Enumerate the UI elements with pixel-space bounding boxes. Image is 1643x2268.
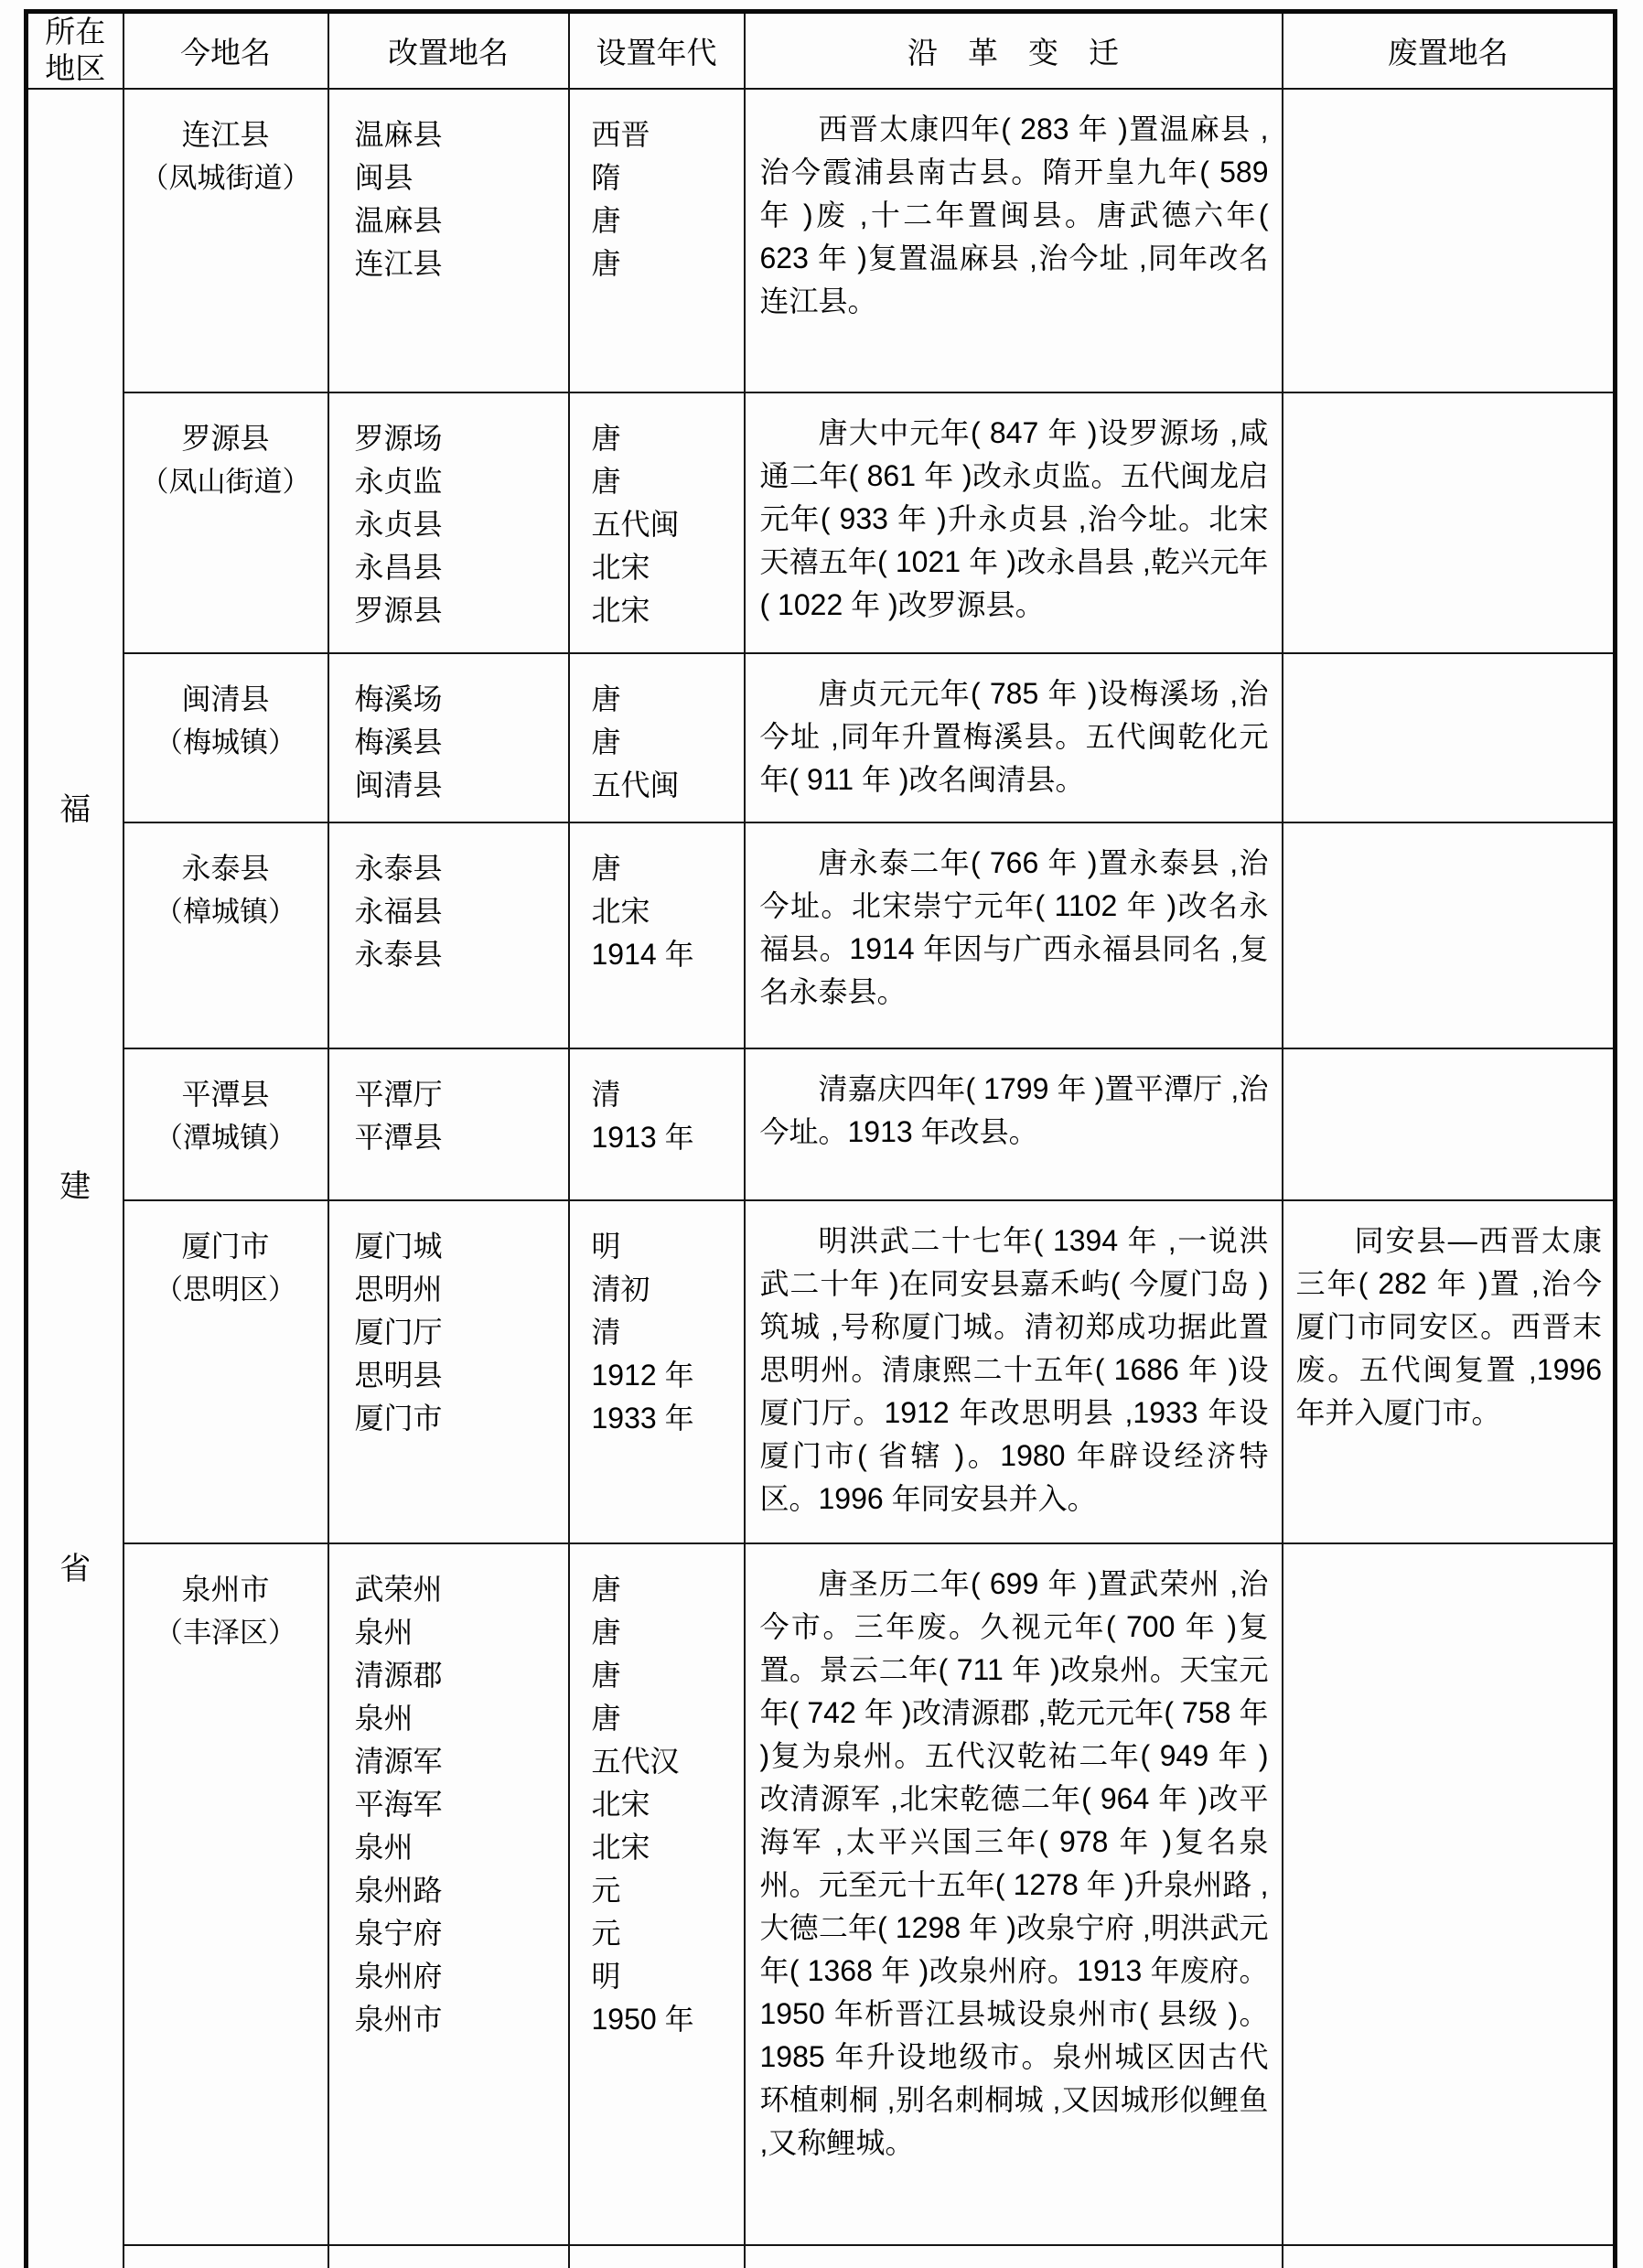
changed-name-item: 泉州府 — [354, 1959, 443, 1993]
gazetteer-table — [24, 9, 1617, 2268]
header-era: 设置年代 — [569, 12, 745, 89]
header-row — [27, 12, 1616, 89]
era-item: 唐 — [591, 1701, 621, 1735]
header-region-label: 所在地区 — [45, 15, 106, 86]
current-name-subdivision: （丰泽区） — [155, 1616, 296, 1649]
changed-name-item: 罗源场 — [354, 421, 443, 455]
current-name: 连江县 — [181, 117, 270, 151]
changed-name-item: 厦门市 — [354, 1401, 443, 1435]
province-char: 福 — [59, 791, 91, 827]
era-item: 五代闽 — [591, 768, 680, 801]
history-text: 唐贞元元年( 785 年 )设梅溪场 ,治今址 ,同年升置梅溪县。五代闽乾化元年( 911 年 )改名闽清县。 — [759, 676, 1269, 796]
history-cell — [745, 89, 1283, 392]
era-item: 隋 — [591, 160, 621, 194]
changed-name-item: 梅溪场 — [354, 682, 443, 715]
history-text: 西晋太康四年( 283 年 )置温麻县 ,治今霞浦县南古县。隋开皇九年( 589 年 )废 ,十二年置闽县。唐武德六年( 623 年 )复置温麻县 ,治今址 ,同年改名连江县。 — [759, 112, 1269, 317]
changed-name-item: 罗源县 — [354, 593, 443, 627]
history-cell — [745, 653, 1283, 822]
empty-cell — [1283, 2245, 1616, 2268]
era-item: 1913 年 — [591, 1120, 694, 1154]
table-row — [27, 1200, 1616, 1543]
current-name-subdivision: （凤山街道） — [140, 465, 311, 498]
eras-cell — [569, 89, 745, 392]
changed-name-item: 闽清县 — [354, 768, 443, 801]
era-item: 清 — [591, 1077, 621, 1111]
era-item: 唐 — [591, 203, 621, 237]
table-row — [27, 89, 1616, 392]
changed-name-item: 泉州市 — [354, 2002, 443, 2036]
changed-name-item: 泉州 — [354, 1830, 413, 1864]
header-history: 沿 革 变 迁 — [745, 12, 1283, 89]
eras-cell — [569, 653, 745, 822]
changed-name-item: 清源军 — [354, 1744, 443, 1778]
era-item: 唐 — [591, 1615, 621, 1649]
eras-cell — [569, 1543, 745, 2245]
eras-cell — [569, 822, 745, 1048]
era-item: 清初 — [591, 1272, 650, 1306]
abolished-cell — [1283, 89, 1616, 392]
era-item: 明 — [591, 1229, 621, 1263]
era-item: 唐 — [591, 1572, 621, 1606]
era-item: 唐 — [591, 725, 621, 758]
era-item: 北宋 — [591, 1830, 650, 1864]
table-row — [27, 822, 1616, 1048]
changed-name-item: 梅溪县 — [354, 725, 443, 758]
current-name-subdivision: （潭城镇） — [155, 1121, 296, 1154]
changed-names-cell — [328, 653, 569, 822]
era-item: 唐 — [591, 421, 621, 455]
history-text: 明洪武二十七年( 1394 年 ,一说洪武二十年 )在同安县嘉禾屿( 今厦门岛 )筑城 ,号称厦门城。清初郑成功据此置思明州。清康熙二十五年( 1686 年 )设厦门厅。1912 年改思明县 ,1933 年设厦门市( 省辖 )。1980 年辟设经济特区。1996 年同安县并入。 — [759, 1223, 1269, 1515]
current-name-cell — [123, 1543, 328, 2245]
era-item: 西晋 — [591, 117, 650, 151]
empty-cell — [569, 2245, 745, 2268]
history-cell — [745, 1048, 1283, 1200]
current-name-cell — [123, 822, 328, 1048]
table-row — [27, 1048, 1616, 1200]
changed-names-cell — [328, 89, 569, 392]
history-text: 唐大中元年( 847 年 )设罗源场 ,咸通二年( 861 年 )改永贞监。五代闽龙启元年( 933 年 )升永贞县 ,治今址。北宋天禧五年( 1021 年 )改永昌县 ,乾兴元年( 1022 年 )改罗源县。 — [759, 415, 1269, 621]
era-item: 元 — [591, 1873, 621, 1907]
province-char: 省 — [59, 1551, 91, 1586]
changed-name-item: 厦门厅 — [354, 1315, 443, 1349]
changed-name-item: 泉州 — [354, 1615, 413, 1649]
table-row — [27, 392, 1616, 653]
header-region — [27, 12, 123, 89]
current-name: 罗源县 — [181, 421, 270, 455]
abolished-cell — [1283, 1048, 1616, 1200]
era-item: 1912 年 — [591, 1358, 694, 1392]
header-abolished-name: 废置地名 — [1283, 12, 1616, 89]
eras-cell — [569, 1200, 745, 1543]
eras-cell — [569, 392, 745, 653]
table-row — [27, 653, 1616, 822]
abolished-cell — [1283, 653, 1616, 822]
changed-names-cell — [328, 822, 569, 1048]
table-body — [27, 89, 1616, 2268]
era-item: 唐 — [591, 851, 621, 885]
changed-name-item: 思明县 — [354, 1358, 443, 1392]
era-item: 明 — [591, 1959, 621, 1993]
abolished-cell — [1283, 392, 1616, 653]
abolished-cell — [1283, 822, 1616, 1048]
province-char: 建 — [59, 1168, 91, 1204]
changed-names-cell — [328, 1048, 569, 1200]
current-name: 闽清县 — [181, 682, 270, 715]
changed-name-item: 泉宁府 — [354, 1916, 443, 1950]
partial-row — [27, 2245, 1616, 2268]
changed-name-item: 平潭县 — [354, 1120, 443, 1154]
table-row — [27, 1543, 1616, 2245]
current-name-cell — [123, 392, 328, 653]
era-item: 元 — [591, 1916, 621, 1950]
changed-name-item: 永贞县 — [354, 507, 443, 541]
changed-names-cell — [328, 1200, 569, 1543]
table-header — [27, 12, 1616, 89]
changed-name-item: 连江县 — [354, 246, 443, 280]
era-item: 1950 年 — [591, 2002, 694, 2036]
history-cell — [745, 1200, 1283, 1543]
current-name: 厦门市 — [181, 1229, 270, 1263]
history-cell — [745, 1543, 1283, 2245]
era-item: 五代闽 — [591, 507, 680, 541]
current-name: 永泰县 — [181, 851, 270, 885]
abolished-cell — [1283, 1543, 1616, 2245]
changed-name-item: 厦门城 — [354, 1229, 443, 1263]
era-item: 北宋 — [591, 550, 650, 584]
header-changed-name: 改置地名 — [328, 12, 569, 89]
history-text: 唐圣历二年( 699 年 )置武荣州 ,治今市。三年废。久视元年( 700 年 )复置。景云二年( 711 年 )改泉州。天宝元年( 742 年 )改清源郡 ,乾元元年( 758 年 )复为泉州。五代汉乾祐二年( 949 年 )改清源军 ,北宋乾德二年( 964 年 )改平海军 ,太平兴国三年( 978 年 )复名泉州。元至元十五年( 1278 年 )升泉州路 ,大德二年( 1298 年 )改泉宁府 ,明洪武元年( 1368 年 )改泉州府。1913 年废府。1950 年析晋江县城设泉州市( 县级 )。1985 年升设地级市。泉州城区因古代环植刺桐 ,别名刺桐城 ,又因城形似鲤鱼 ,又称鲤城。 — [759, 1566, 1269, 2159]
changed-name-item: 思明州 — [354, 1272, 443, 1306]
eras-cell — [569, 1048, 745, 1200]
era-item: 唐 — [591, 464, 621, 498]
history-cell — [745, 392, 1283, 653]
changed-names-cell — [328, 1543, 569, 2245]
changed-name-item: 永昌县 — [354, 550, 443, 584]
current-name-cell — [123, 89, 328, 392]
era-item: 唐 — [591, 246, 621, 280]
era-item: 清 — [591, 1315, 621, 1349]
era-item: 1933 年 — [591, 1401, 694, 1435]
changed-name-item: 平海军 — [354, 1787, 443, 1821]
current-name-subdivision: （梅城镇） — [155, 726, 296, 758]
changed-name-item: 温麻县 — [354, 203, 443, 237]
era-item: 1914 年 — [591, 937, 694, 971]
current-name: 平潭县 — [181, 1077, 270, 1111]
changed-name-item: 闽县 — [354, 160, 413, 194]
province-cell — [27, 89, 123, 2268]
empty-cell — [745, 2245, 1283, 2268]
changed-name-item: 永泰县 — [354, 851, 443, 885]
history-cell — [745, 822, 1283, 1048]
empty-cell — [328, 2245, 569, 2268]
changed-name-item: 泉州路 — [354, 1873, 443, 1907]
abolished-text: 同安县—西晋太康三年( 282 年 )置 ,治今厦门市同安区。西晋末废。五代闽复置 ,1996 年并入厦门市。 — [1295, 1223, 1602, 1429]
era-item: 北宋 — [591, 593, 650, 627]
header-current-name: 今地名 — [123, 12, 328, 89]
changed-name-item: 永福县 — [354, 894, 443, 928]
current-name-cell — [123, 1048, 328, 1200]
empty-cell — [123, 2245, 328, 2268]
changed-name-item: 永贞监 — [354, 464, 443, 498]
changed-name-item: 永泰县 — [354, 937, 443, 971]
history-text: 清嘉庆四年( 1799 年 )置平潭厅 ,治今址。1913 年改县。 — [759, 1071, 1269, 1148]
current-name-cell — [123, 1200, 328, 1543]
era-item: 北宋 — [591, 1787, 650, 1821]
current-name-subdivision: （樟城镇） — [155, 895, 296, 928]
changed-name-item: 泉州 — [354, 1701, 413, 1735]
changed-name-item: 武荣州 — [354, 1572, 443, 1606]
current-name-subdivision: （凤城街道） — [140, 161, 311, 194]
current-name-cell — [123, 653, 328, 822]
history-text: 唐永泰二年( 766 年 )置永泰县 ,治今址。北宋崇宁元年( 1102 年 )改名永福县。1914 年因与广西永福县同名 ,复名永泰县。 — [759, 845, 1269, 1008]
changed-name-item: 平潭厅 — [354, 1077, 443, 1111]
changed-name-item: 温麻县 — [354, 117, 443, 151]
current-name-subdivision: （思明区） — [155, 1273, 296, 1306]
era-item: 北宋 — [591, 894, 650, 928]
era-item: 唐 — [591, 682, 621, 715]
changed-name-item: 清源郡 — [354, 1658, 443, 1692]
changed-names-cell — [328, 392, 569, 653]
current-name: 泉州市 — [181, 1572, 270, 1606]
era-item: 唐 — [591, 1658, 621, 1692]
era-item: 五代汉 — [591, 1744, 680, 1778]
abolished-cell — [1283, 1200, 1616, 1543]
